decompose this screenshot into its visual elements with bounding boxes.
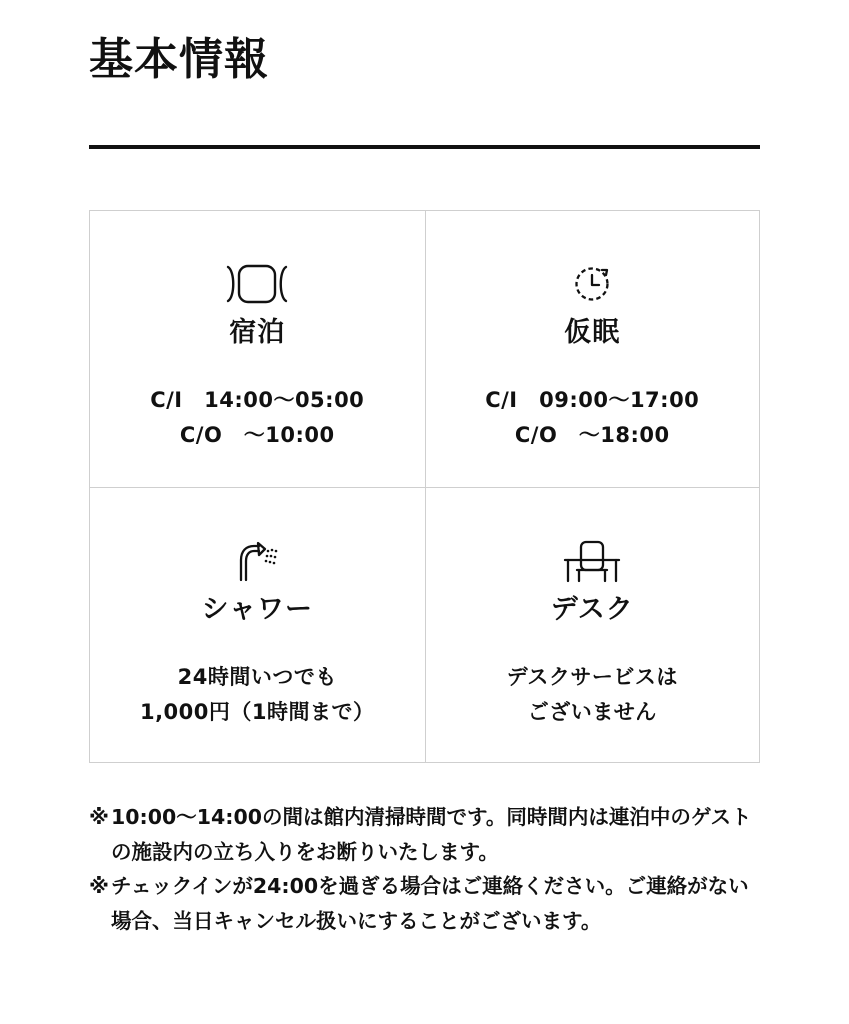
- card-line: デスクサービスは: [506, 664, 678, 689]
- card-line: 24時間いつでも: [177, 664, 337, 689]
- card-title: 仮眠: [564, 317, 621, 348]
- desk-icon: [557, 538, 627, 584]
- note-mark: ※: [89, 805, 109, 829]
- checkout-time: C/O 〜10:00: [179, 423, 335, 447]
- shower-icon: [222, 538, 292, 584]
- note-item: [89, 869, 769, 938]
- checkin-time: C/I 09:00〜17:00: [485, 388, 700, 412]
- title-divider: [89, 145, 760, 149]
- note-text: 10:00〜14:00の間は館内清掃時間です。同時間内は連泊中のゲストの施設内の立ち入りをお断りいたします。: [111, 805, 752, 864]
- notes: [89, 800, 769, 938]
- card-title: シャワー: [201, 593, 313, 625]
- card-line: ございません: [527, 699, 657, 724]
- page-title: 基本情報: [89, 34, 269, 85]
- plate-icon: [222, 261, 292, 307]
- checkin-time: C/I 14:00〜05:00: [150, 388, 365, 412]
- note-mark: ※: [89, 874, 109, 898]
- card-desk: [425, 487, 760, 763]
- card-nap: [425, 211, 760, 487]
- card-title: 宿泊: [229, 317, 286, 348]
- note-text: チェックインが24:00を過ぎる場合はご連絡ください。ご連絡がない場合、当日キャンセル扱いにすることがございます。: [111, 874, 749, 933]
- note-item: [89, 800, 769, 869]
- card-stay: [90, 211, 425, 487]
- card-shower: [90, 487, 425, 763]
- info-grid: [89, 210, 760, 763]
- checkout-time: C/O 〜18:00: [514, 423, 670, 447]
- clock-icon: [557, 261, 627, 307]
- card-line: 1,000円（1時間まで）: [139, 699, 375, 724]
- card-title: デスク: [550, 593, 634, 625]
